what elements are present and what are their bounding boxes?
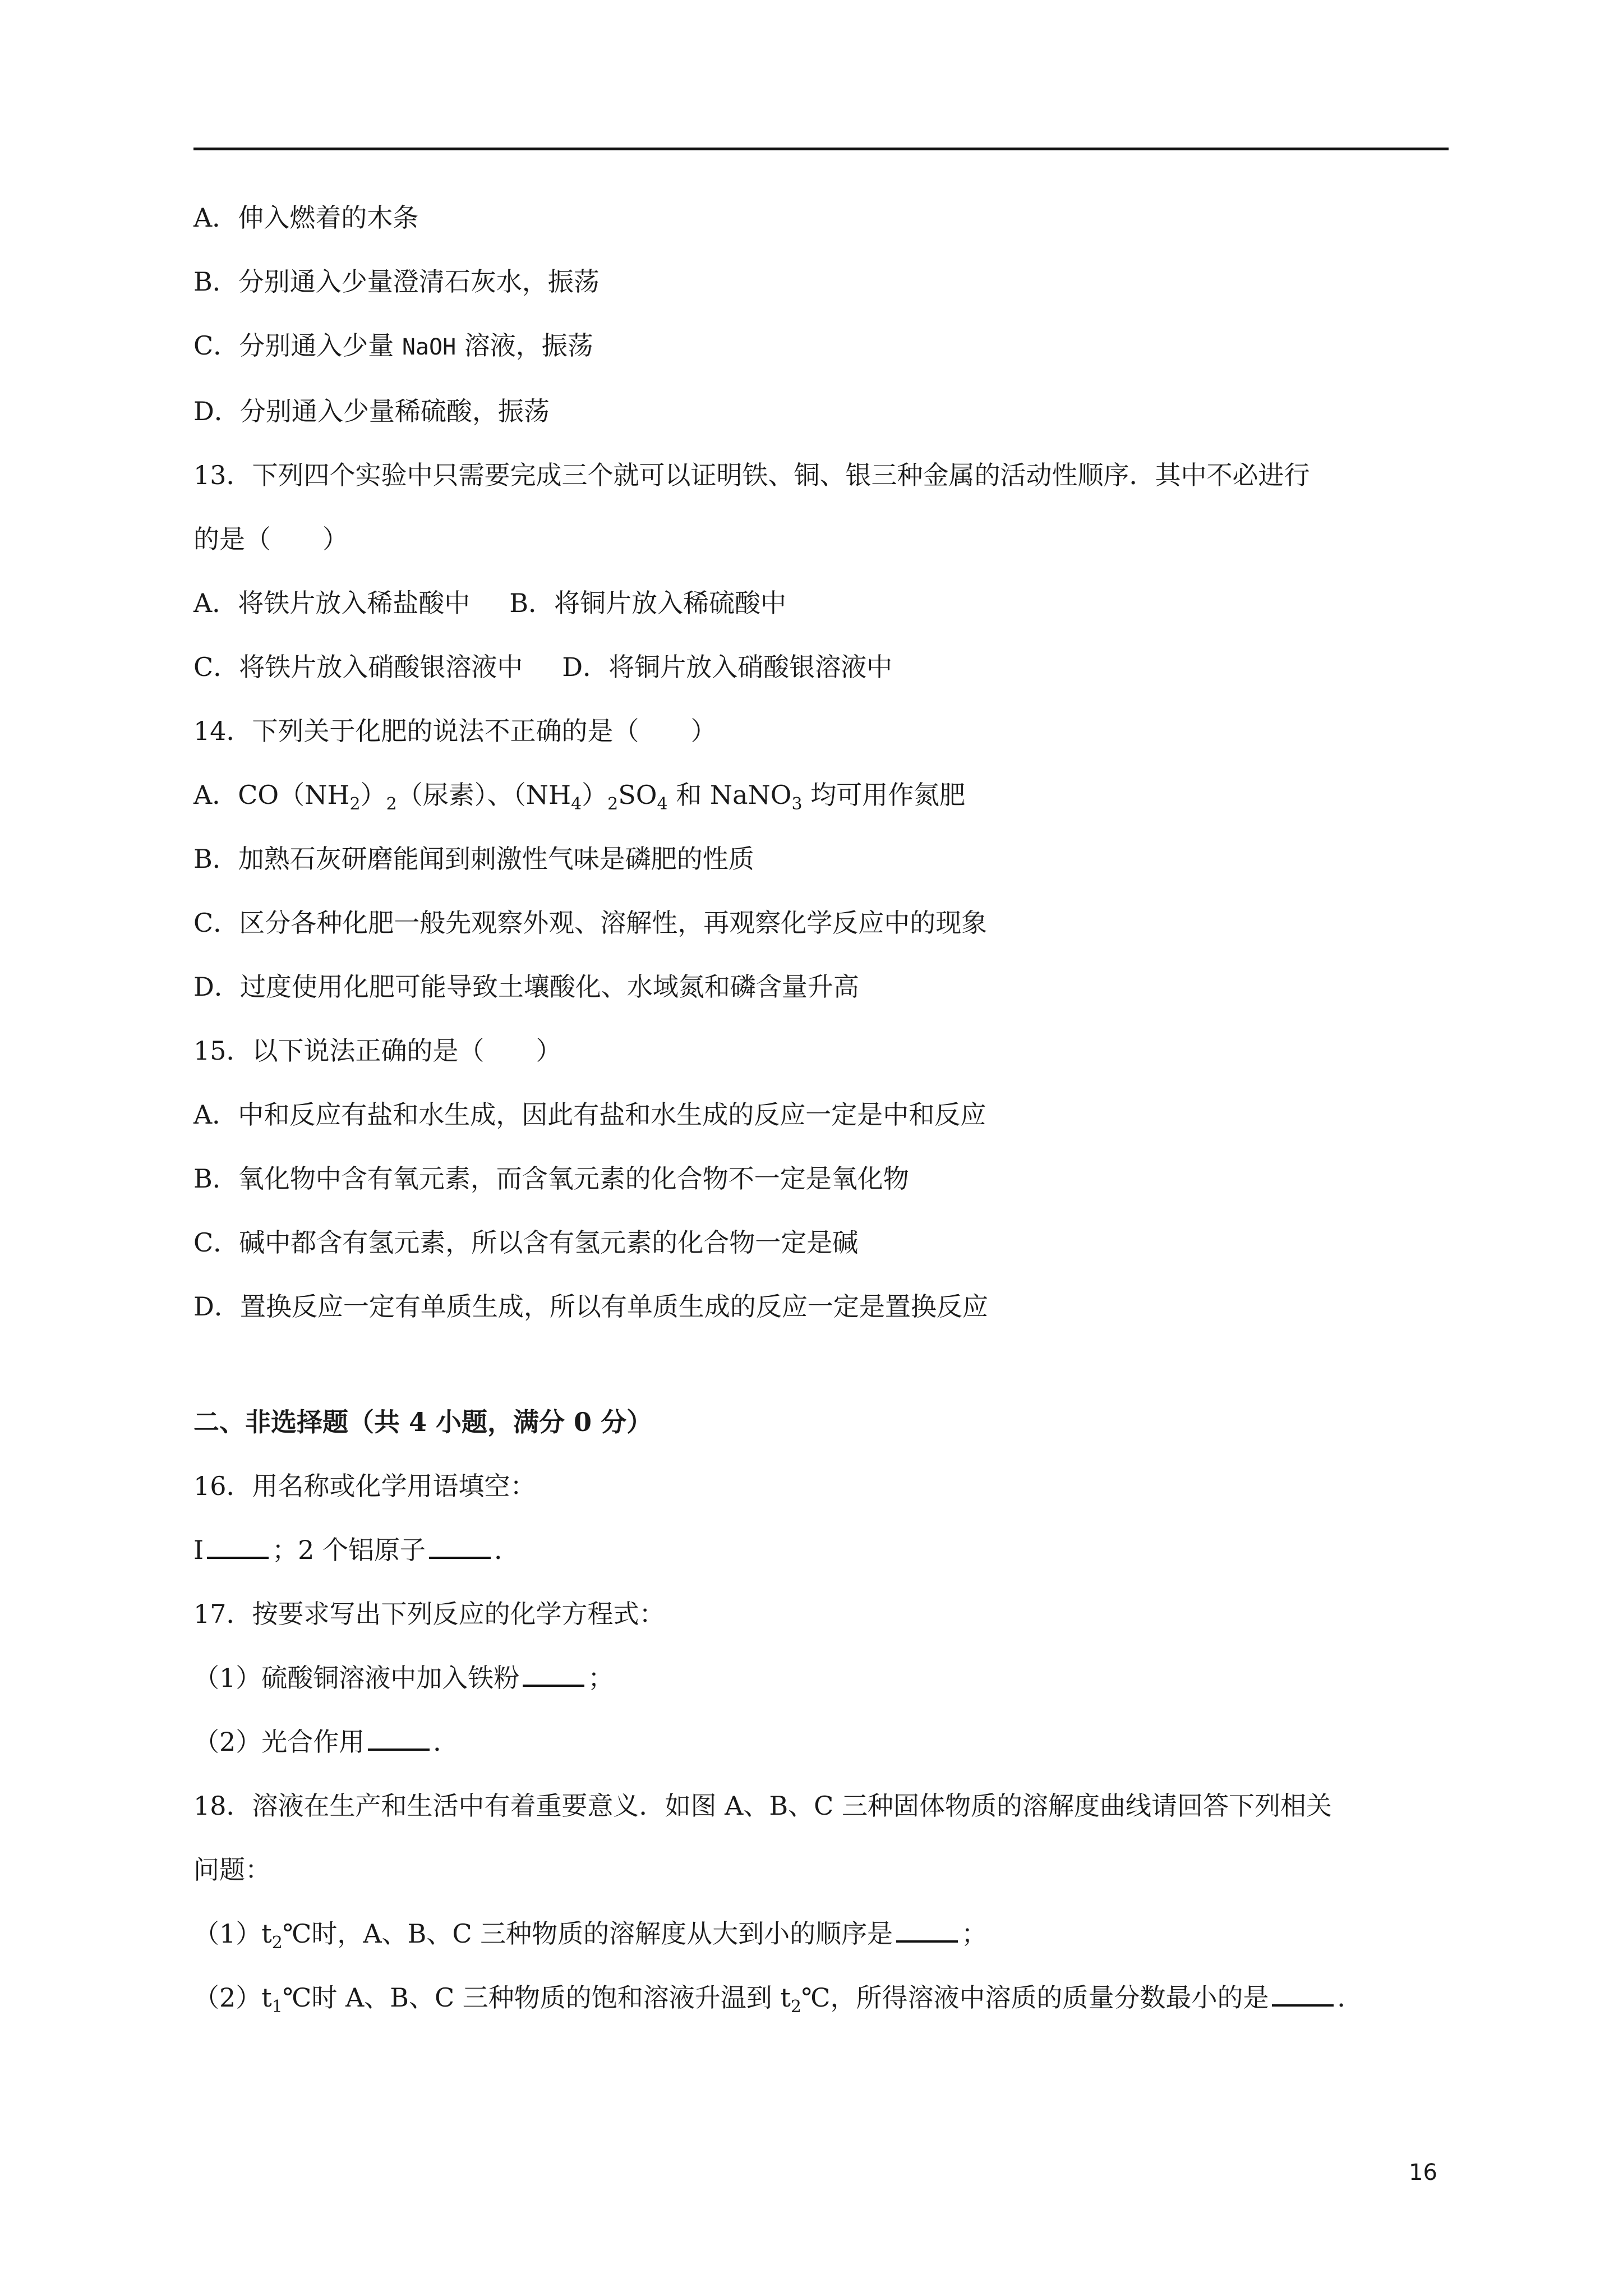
q17-part2-text: （2）光合作用 (193, 1727, 365, 1757)
q13-stem-line1: 13．下列四个实验中只需要完成三个就可以证明铁、铜、银三种金属的活动性顺序．其中不必进行 (193, 460, 1310, 490)
q16-text: ；2 个铝原子 (272, 1535, 426, 1565)
q17-part1-text: （1）硫酸铜溶液中加入铁粉 (193, 1663, 520, 1693)
q15-stem: 15．以下说法正确的是（ ） (193, 1036, 562, 1066)
q12-c-formula: NaOH (402, 334, 457, 360)
page-number: 16 (1409, 2160, 1437, 2185)
q17-stem: 17．按要求写出下列反应的化学方程式： (193, 1599, 665, 1629)
q16-stem: 16．用名称或化学用语填空： (193, 1471, 536, 1501)
q15-option-a: A．中和反应有盐和水生成，因此有盐和水生成的反应一定是中和反应 (193, 1099, 986, 1130)
q12-option-c (193, 330, 1449, 363)
q16-blanks (193, 1534, 1449, 1566)
q13-option-c: C．将铁片放入硝酸银溶液中 (193, 652, 523, 682)
header-rule (193, 148, 1449, 150)
q12-option-b: B．分别通入少量澄清石灰水，振荡 (193, 266, 600, 297)
q13-option-b: B．将铜片放入稀硫酸中 (509, 588, 787, 618)
q15-option-b: B．氧化物中含有氧元素，而含氧元素的化合物不一定是氧化物 (193, 1163, 909, 1194)
q14-option-a: A．$CO(NH_2)_2$（尿素）、$(NH_4)_2SO_4$ 和 NaNO$_3$ 均可用作氮肥 (193, 780, 966, 814)
document-body (193, 202, 1449, 2046)
q13-options-ab (193, 587, 1449, 619)
q13-stem-line2: 的是（ ） (193, 524, 348, 554)
q13-options-cd (193, 651, 1449, 683)
answer-blank[interactable] (523, 1662, 584, 1687)
answer-blank[interactable] (1272, 1982, 1334, 2007)
q15-option-c: C．碱中都含有氢元素，所以含有氢元素的化合物一定是碱 (193, 1227, 859, 1258)
q17-part2: （2）光合作用 ． (193, 1727, 459, 1757)
q16-symbol: I (193, 1535, 204, 1565)
answer-blank[interactable] (207, 1534, 269, 1559)
q13-option-d: D．将铜片放入硝酸银溶液中 (562, 652, 893, 682)
q12-option-a: A．伸入燃着的木条 (193, 203, 419, 233)
q12-option-d: D．分别通入少量稀硫酸，振荡 (193, 396, 550, 426)
q15-option-d: D．置换反应一定有单质生成，所以有单质生成的反应一定是置换反应 (193, 1291, 988, 1322)
q18-part1: $(1)t_2℃$时，A、B、C 三种物质的溶解度从大到小的顺序是 ； (193, 1918, 988, 1953)
q16-end: ． (494, 1535, 520, 1565)
q13-option-a: A．将铁片放入稀盐酸中 (193, 588, 471, 618)
q12-c-text: C．分别通入少量 (193, 330, 402, 361)
q12-c-text-end: 溶液，振荡 (456, 330, 593, 361)
q14-stem: 14．下列关于化肥的说法不正确的是（ ） (193, 716, 717, 746)
q14-option-c: C．区分各种化肥一般先观察外观、溶解性，再观察化学反应中的现象 (193, 908, 988, 938)
q14-option-b: B．加熟石灰研磨能闻到刺激性气味是磷肥的性质 (193, 844, 754, 874)
q18-stem-line1: 18．溶液在生产和生活中有着重要意义．如图 A、B、C 三种固体物质的溶解度曲线请回答下列相关 (193, 1791, 1332, 1821)
q14-option-d: D．过度使用化肥可能导致土壤酸化、水域氮和磷含量升高 (193, 972, 859, 1002)
q17-part1: （1）硫酸铜溶液中加入铁粉 ； (193, 1663, 614, 1693)
q18-stem-line2: 问题： (193, 1855, 271, 1885)
answer-blank[interactable] (896, 1918, 958, 1943)
q18-part2: $(2)t_1℃$时 A、B、C 三种物质的饱和溶液升温到 $t_2℃$，所得溶液中溶质的质量分数最小的是 ． (193, 1982, 1363, 2017)
answer-blank[interactable] (429, 1534, 491, 1559)
answer-blank[interactable] (368, 1726, 430, 1751)
section-heading: 二、非选择题（共 4 小题，满分 0 分） (193, 1407, 653, 1437)
